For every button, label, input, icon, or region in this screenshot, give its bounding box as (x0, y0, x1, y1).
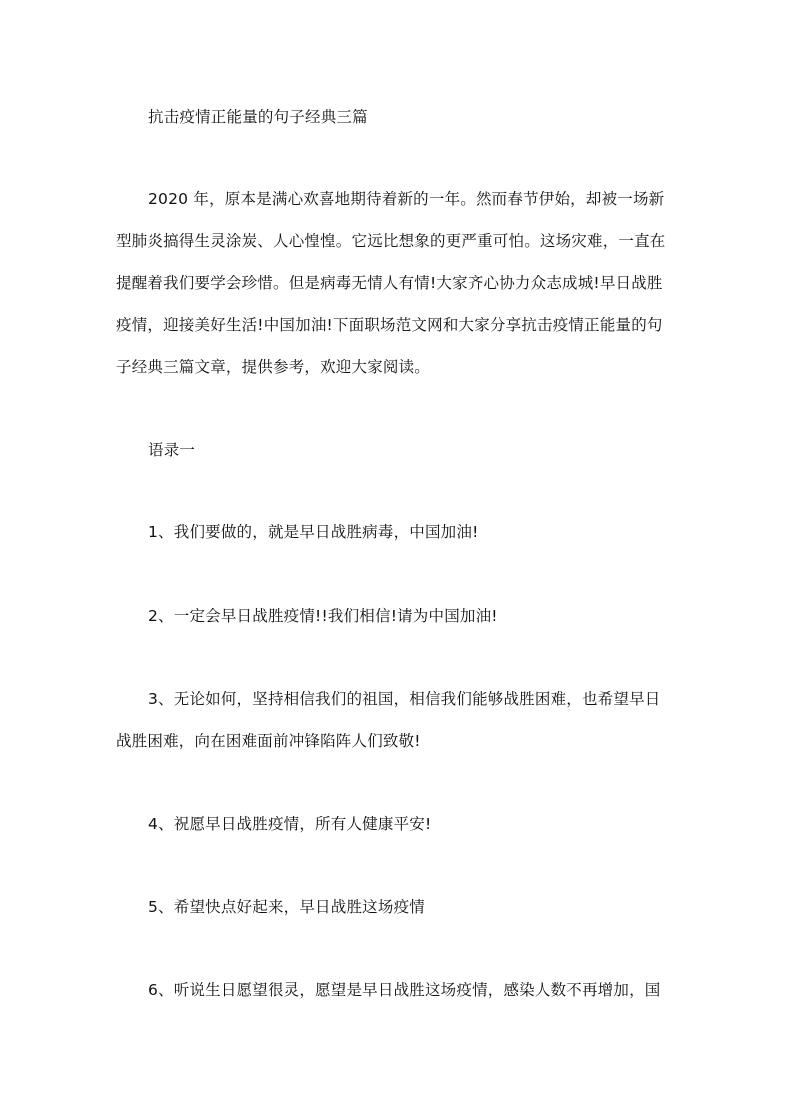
list-item-2: 2、一定会早日战胜疫情!!我们相信!请为中国加油! (148, 607, 498, 625)
intro-line-3: 提醒着我们要学会珍惜。但是病毒无情人有情!大家齐心协力众志成城!早日战胜 (116, 274, 663, 292)
section-heading: 语录一 (148, 441, 196, 459)
intro-line-5: 子经典三篇文章，提供参考，欢迎大家阅读。 (116, 358, 431, 376)
intro-line-1: 2020 年，原本是满心欢喜地期待着新的一年。然而春节伊始，却被一场新 (148, 190, 665, 208)
list-item-4: 4、祝愿早日战胜疫情，所有人健康平安! (148, 815, 432, 833)
list-item-3-continued: 战胜困难，向在困难面前冲锋陷阵人们致敬! (116, 732, 421, 750)
intro-line-4: 疫情，迎接美好生活!中国加油!下面职场范文网和大家分享抗击疫情正能量的句 (116, 316, 663, 334)
list-item-6: 6、听说生日愿望很灵，愿望是早日战胜这场疫情，感染人数不再增加，国 (148, 981, 661, 999)
intro-line-2: 型肺炎搞得生灵涂炭、人心惶惶。它远比想象的更严重可怕。这场灾难，一直在 (116, 232, 666, 250)
list-item-5: 5、希望快点好起来，早日战胜这场疫情 (148, 898, 425, 916)
list-item-1: 1、我们要做的，就是早日战胜病毒，中国加油! (148, 523, 479, 541)
list-item-3: 3、无论如何，坚持相信我们的祖国，相信我们能够战胜困难，也希望早日 (148, 690, 661, 708)
document-title: 抗击疫情正能量的句子经典三篇 (148, 108, 368, 126)
